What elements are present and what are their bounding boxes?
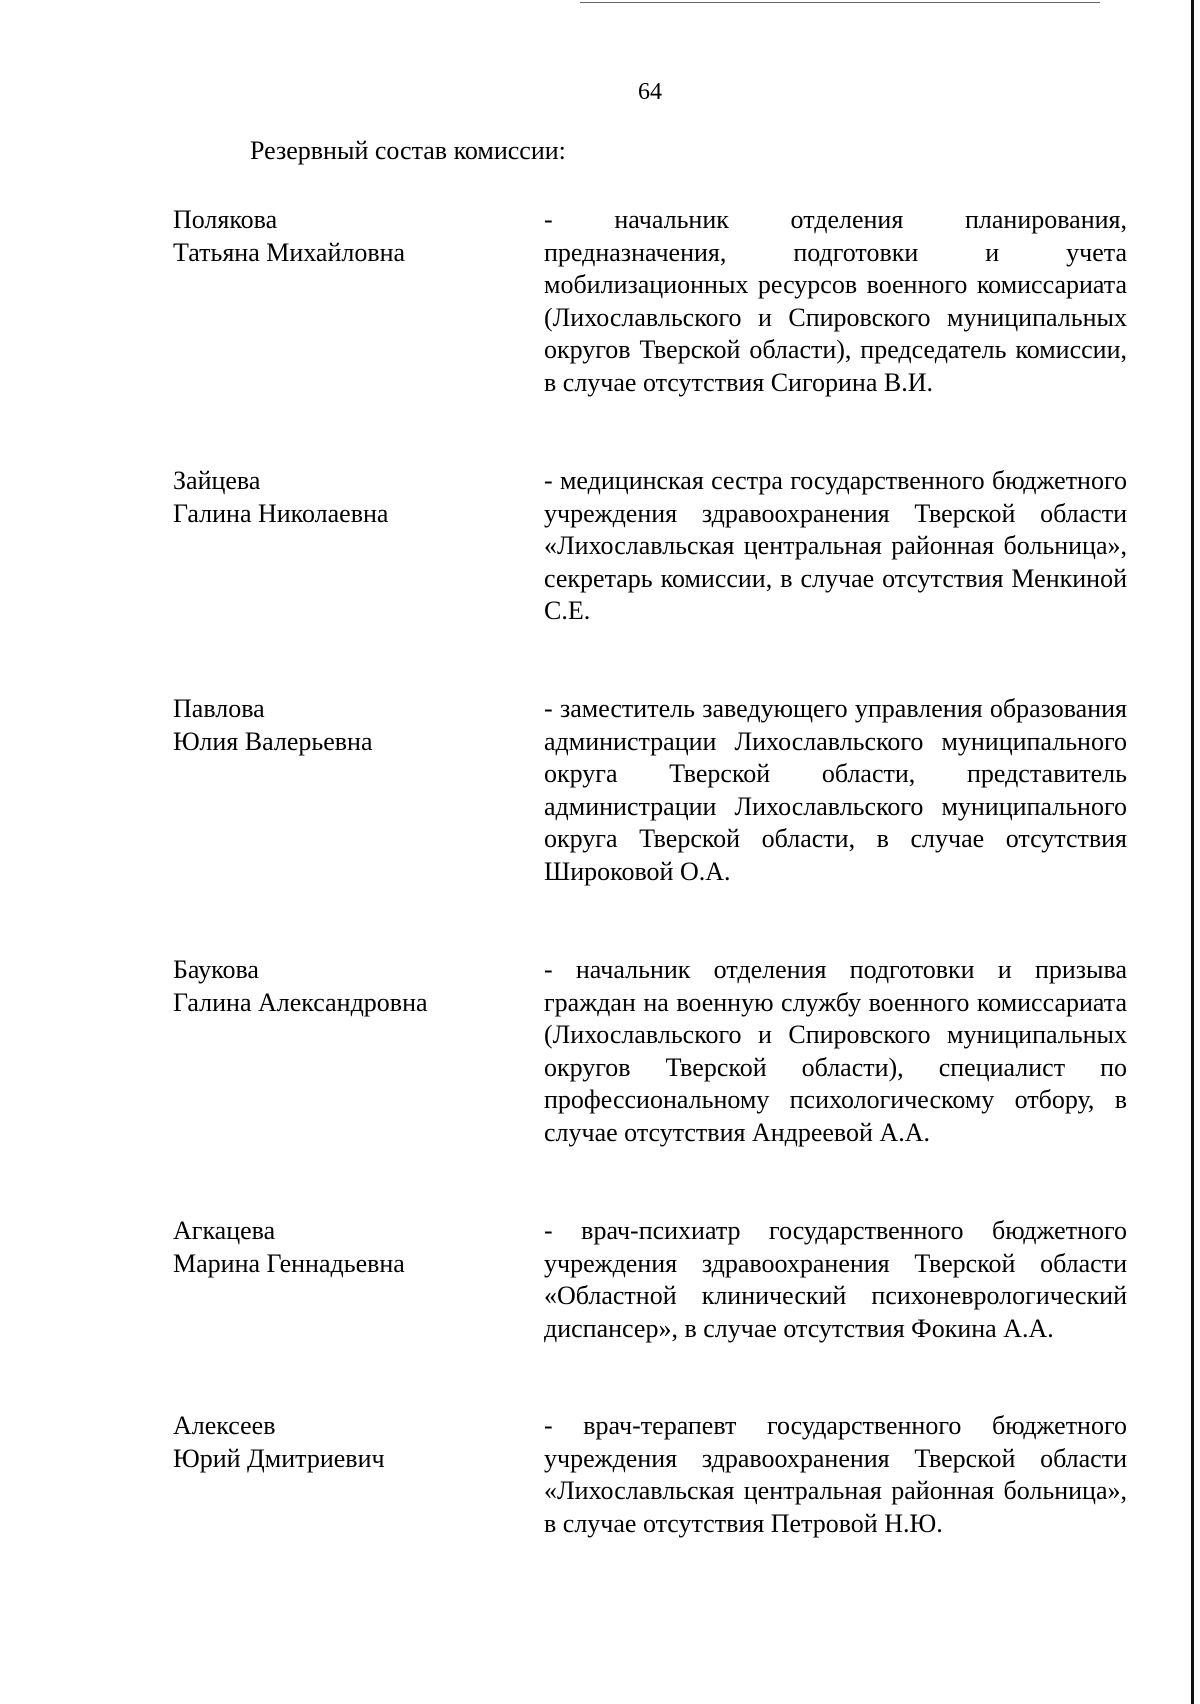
member-role: - заместитель заведующего управления образования администрации Лихославльского муниципального округа Тверской области, представитель администрации Лихославльского муниципального округа Тверской области, в случае отсутствия Широковой О.А.	[544, 694, 1127, 886]
member-given-names: Юлия Валерьевна	[173, 726, 373, 756]
member-role: - медицинская сестра государственного бюджетного учреждения здравоохранения Тверской области «Лихославльская центральная районная больница», секретарь комиссии, в случае отсутствия Менкиной С.Е.	[544, 466, 1127, 625]
member-name	[173, 1410, 533, 1475]
member-given-names: Юрий Дмитриевич	[173, 1443, 385, 1473]
member-name	[173, 693, 533, 758]
member-given-names: Татьяна Михайловна	[173, 237, 406, 267]
page-number: 64	[638, 79, 662, 105]
member-given-names: Галина Александровна	[173, 987, 428, 1017]
member-role: - врач-терапевт государственного бюджетного учреждения здравоохранения Тверской области «Лихославльская центральная районная больница», в случае отсутствия Петровой Н.Ю.	[544, 1411, 1127, 1538]
member-surname: Алексеев	[173, 1411, 276, 1440]
member-surname: Агкацева	[173, 1216, 276, 1245]
member-role: - начальник отделения подготовки и призыва граждан на военную службу военного комиссариата (Лихославльского и Спировского муниципальных округов Тверской области), специалист по профессиональному психологическому отбору, в случае отсутствия Андреевой А.А.	[544, 955, 1127, 1147]
member-role: - врач-психиатр государственного бюджетного учреждения здравоохранения Тверской области «Областной клинический психоневрологический диспансер», в случае отсутствия Фокина А.А.	[544, 1216, 1127, 1343]
member-name	[173, 465, 533, 530]
page-border	[1191, 0, 1194, 1704]
member-name	[173, 1215, 533, 1280]
member-given-names: Марина Геннадьевна	[173, 1248, 405, 1278]
member-surname: Полякова	[173, 205, 278, 234]
section-heading: Резервный состав комиссии:	[250, 136, 566, 165]
member-role: - начальник отделения планирования, предназначения, подготовки и учета мобилизационных ресурсов военного комиссариата (Лихославльского и Спировского муниципальных округов Тверской области), председатель комиссии, в случае отсутствия Сигорина В.И.	[544, 205, 1127, 397]
member-surname: Баукова	[173, 955, 259, 984]
member-surname: Зайцева	[173, 466, 261, 495]
top-rule	[580, 2, 1100, 3]
member-given-names: Галина Николаевна	[173, 498, 389, 528]
member-surname: Павлова	[173, 694, 265, 723]
member-name	[173, 954, 533, 1019]
member-name	[173, 204, 533, 269]
